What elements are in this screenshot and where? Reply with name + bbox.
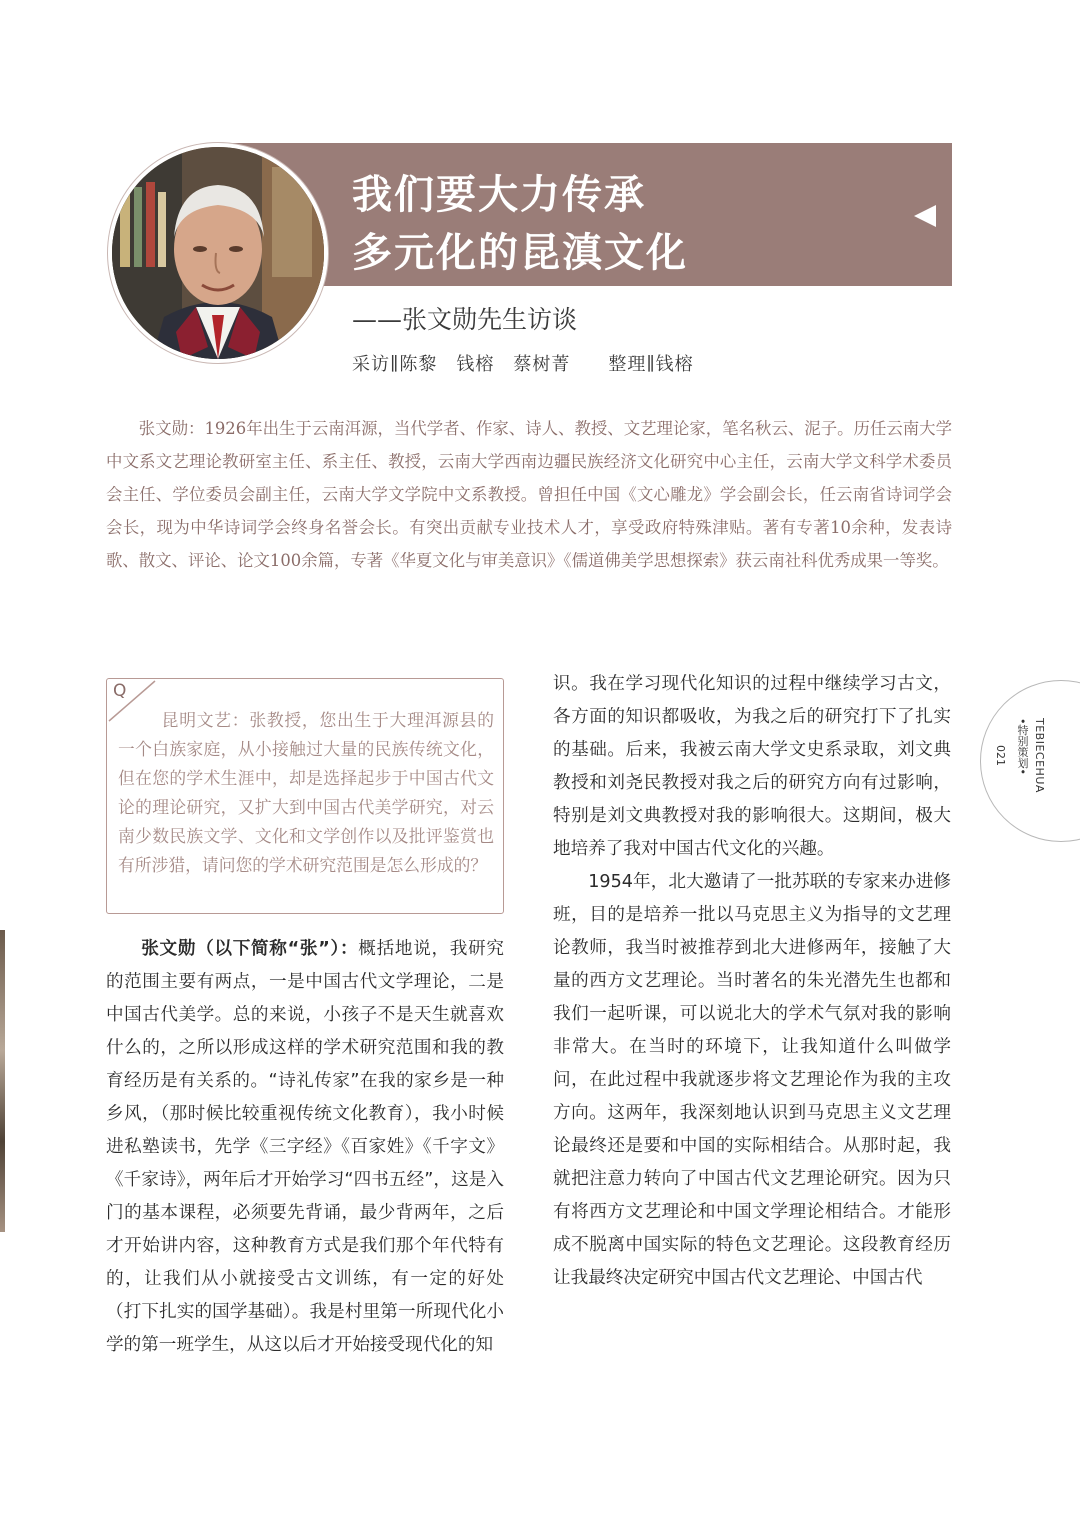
question-box xyxy=(106,678,504,914)
question-text: 昆明文艺：张教授，您出生于大理洱源县的一个白族家庭，从小接触过大量的民族传统文化，但在您的学术生涯中，却是选择起步于中国古代文论的理论研究，又扩大到中国古代美学研究，对云南少数民族文学、文化和文学创作以及批评鉴赏也有所涉猎，请问您的学术研究范围是怎么形成的？ xyxy=(118,710,494,875)
answer-left-column xyxy=(106,933,504,1362)
answer-right-column xyxy=(553,668,951,1295)
article-credits: 采访∥陈黎 钱榕 蔡树菁 整理∥钱榕 xyxy=(352,354,694,375)
article-subtitle: ——张文勋先生访谈 xyxy=(352,305,578,334)
article-title-line-2: 多元化的昆滇文化 xyxy=(352,230,688,276)
section-tab-chinese: •特别策划• xyxy=(1016,718,1029,775)
section-tab-english: TEBIECEHUA xyxy=(1033,718,1046,793)
play-left-icon xyxy=(914,205,936,227)
author-intro: 张文勋：1926年出生于云南洱源，当代学者、作家、诗人、教授、文艺理论家，笔名秋云、泥子。历任云南大学中文系文艺理论教研室主任、系主任、教授，云南大学西南边疆民族经济文化研究中心主任，云南大学文科学术委员会主任、学位委员会副主任，云南大学文学院中文系教授。曾担任中国《文心雕龙》学会副会长，任云南省诗词学会会长，现为中华诗词学会终身名誉会长。有突出贡献专业技术人才，享受政府特殊津贴。著有专著10余种，发表诗歌、散文、评论、论文100余篇，专著《华夏文化与审美意识》《儒道佛美学思想探索》获云南社科优秀成果一等奖。 xyxy=(106,419,952,570)
portrait-illustration xyxy=(112,147,324,359)
page-edge-strip xyxy=(0,930,5,1232)
answer-speaker: 张文勋（以下简称“张”）： xyxy=(141,939,359,959)
answer-right-paragraph-1: 识。我在学习现代化知识的过程中继续学习古文，各方面的知识都吸收，为我之后的研究打下了扎实的基础。后来，我被云南大学文史系录取，刘文典教授和刘尧民教授对我之后的研究方向有过影响，特别是刘文典教授对我的影响很大。这期间，极大地培养了我对中国古代文化的兴趣。 xyxy=(553,674,951,859)
answer-right-paragraph-2: 1954年，北大邀请了一批苏联的专家来办进修班，目的是培养一批以马克思主义为指导的文艺理论教师，我当时被推荐到北大进修两年，接触了大量的西方文艺理论。当时著名的朱光潜先生也都和我们一起听课，可以说北大的学术气氛对我的影响非常大。在当时的环境下，让我知道什么叫做学问，在此过程中我就逐步将文艺理论作为我的主攻方向。这两年，我深刻地认识到马克思主义文艺理论最终还是要和中国的实际相结合。从那时起，我就把注意力转向了中国古代文艺理论研究。因为只有将西方文艺理论和中国文学理论相结合。才能形成不脱离中国实际的特色文艺理论。这段教育经历让我最终决定研究中国古代文艺理论、中国古代 xyxy=(553,872,951,1288)
page-number: 021 xyxy=(994,745,1007,766)
article-title-line-1: 我们要大力传承 xyxy=(352,172,646,218)
answer-left-text: 概括地说，我研究的范围主要有两点，一是中国古代文学理论，二是中国古代美学。总的来说，小孩子不是天生就喜欢什么的，之所以形成这样的学术研究范围和我的教育经历是有关系的。“诗礼传家”在我的家乡是一种乡风，（那时候比较重视传统文化教育），我小时候进私塾读书，先学《三字经》《百家姓》《千字文》《千家诗》，两年后才开始学习“四书五经”，这是入门的基本课程，必须要先背诵，最少背两年，之后才开始讲内容，这种教育方式是我们那个年代特有的，让我们从小就接受古文训练，有一定的好处（打下扎实的国学基础）。我是村里第一所现代化小学的第一班学生，从这以后才开始接受现代化的知 xyxy=(106,939,504,1355)
portrait-photo xyxy=(108,143,328,363)
question-label: Q xyxy=(113,681,127,701)
